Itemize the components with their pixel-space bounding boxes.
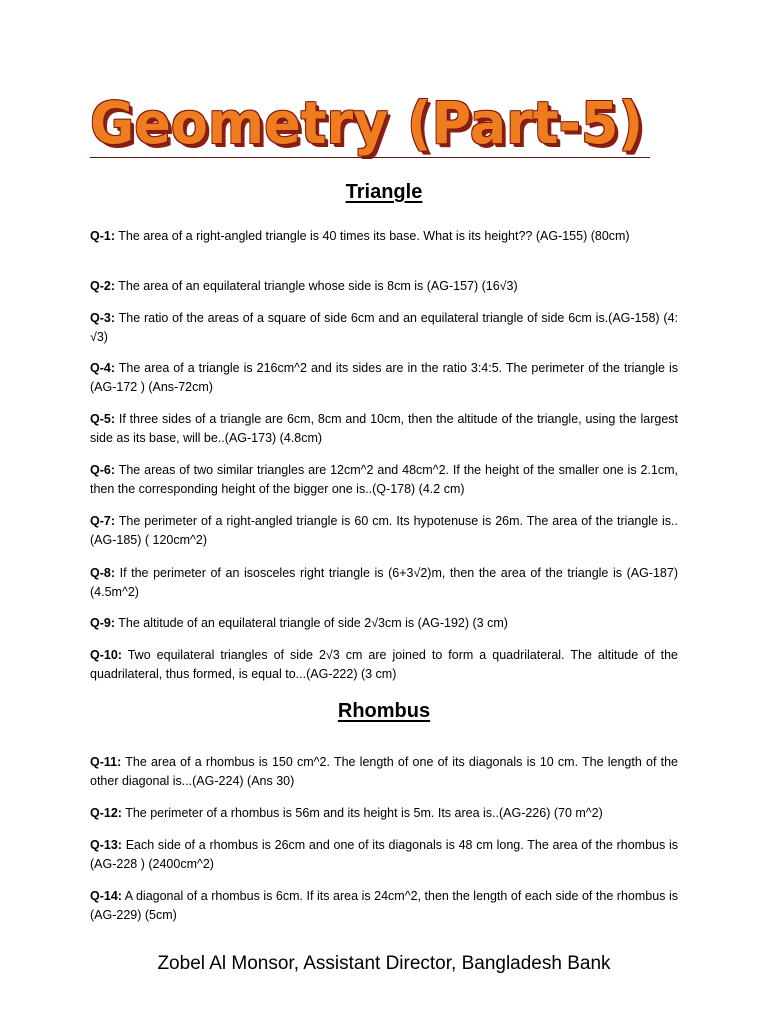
question-item [90, 277, 678, 296]
question-item [90, 753, 678, 791]
question-number: Q-1: [90, 229, 115, 243]
title-divider [90, 157, 650, 158]
question-number: Q-14: [90, 889, 122, 903]
question-number: Q-9: [90, 616, 115, 630]
question-text: The area of a right-angled triangle is 40 times its base. What is its height?? (AG-155) (80cm) [115, 229, 630, 243]
question-number: Q-4: [90, 361, 115, 375]
question-item [90, 461, 678, 499]
question-text: If three sides of a triangle are 6cm, 8cm and 10cm, then the altitude of the triangle, using the largest side as its base, will be..(AG-173) (4.8cm) [90, 412, 678, 445]
question-item [90, 309, 678, 347]
question-text: Each side of a rhombus is 26cm and one of its diagonals is 48 cm long. The area of the rhombus is (AG-228 ) (2400cm^2) [90, 838, 678, 871]
question-number: Q-5: [90, 412, 115, 426]
question-text: The perimeter of a rhombus is 56m and its height is 5m. Its area is..(AG-226) (70 m^2) [121, 806, 603, 820]
question-text: The ratio of the areas of a square of side 6cm and an equilateral triangle of side 6cm is.(AG-158) (4: √3) [90, 311, 678, 344]
section-heading-triangle-text: Triangle [345, 181, 423, 203]
section-heading-rhombus [0, 700, 768, 723]
question-number: Q-2: [90, 279, 115, 293]
question-item [90, 564, 678, 602]
section-heading-rhombus-text: Rhombus [337, 700, 431, 722]
question-item [90, 887, 678, 925]
question-text: The area of an equilateral triangle whose side is 8cm is (AG-157) (16√3) [115, 279, 518, 293]
question-item [90, 227, 678, 246]
question-number: Q-3: [90, 311, 115, 325]
question-text: The area of a triangle is 216cm^2 and its sides are in the ratio 3:4:5. The perimeter of the triangle is (AG-172 ) (Ans-72cm) [90, 361, 678, 394]
question-number: Q-10: [90, 648, 122, 662]
question-text: The areas of two similar triangles are 12cm^2 and 48cm^2. If the height of the smaller one is 2.1cm, then the corresponding height of the bigger one is..(Q-178) (4.2 cm) [90, 463, 678, 496]
question-number: Q-12: [90, 806, 122, 820]
question-text: A diagonal of a rhombus is 6cm. If its area is 24cm^2, then the length of each side of the rhombus is (AG-229) (5cm) [90, 889, 678, 922]
question-item [90, 646, 678, 684]
question-number: Q-13: [90, 838, 122, 852]
question-item [90, 359, 678, 397]
question-number: Q-8: [90, 566, 115, 580]
question-number: Q-6: [90, 463, 115, 477]
question-item [90, 614, 678, 633]
question-item [90, 836, 678, 874]
question-item [90, 512, 678, 550]
question-text: Two equilateral triangles of side 2√3 cm are joined to form a quadrilateral. The altitude of the quadrilateral, thus formed, is equal to...(AG-222) (3 cm) [90, 648, 678, 681]
page-title: Geometry (Part-5) [90, 89, 644, 157]
question-text: The perimeter of a right-angled triangle is 60 cm. Its hypotenuse is 26m. The area of the triangle is..(AG-185) ( 120cm^2) [90, 514, 678, 547]
question-number: Q-7: [90, 514, 115, 528]
question-text: The area of a rhombus is 150 cm^2. The length of one of its diagonals is 10 cm. The length of the other diagonal is...(AG-224) (Ans 30) [90, 755, 678, 788]
section-heading-triangle [0, 181, 768, 204]
question-item [90, 410, 678, 448]
author-footer: Zobel Al Monsor, Assistant Director, Bangladesh Bank [157, 953, 611, 974]
question-text: The altitude of an equilateral triangle of side 2√3cm is (AG-192) (3 cm) [115, 616, 508, 630]
question-number: Q-11: [90, 755, 122, 769]
question-text: If the perimeter of an isosceles right triangle is (6+3√2)m, then the area of the triangle is (AG-187) (4.5m^2) [90, 566, 678, 599]
question-item [90, 804, 678, 823]
title-block [90, 86, 650, 160]
